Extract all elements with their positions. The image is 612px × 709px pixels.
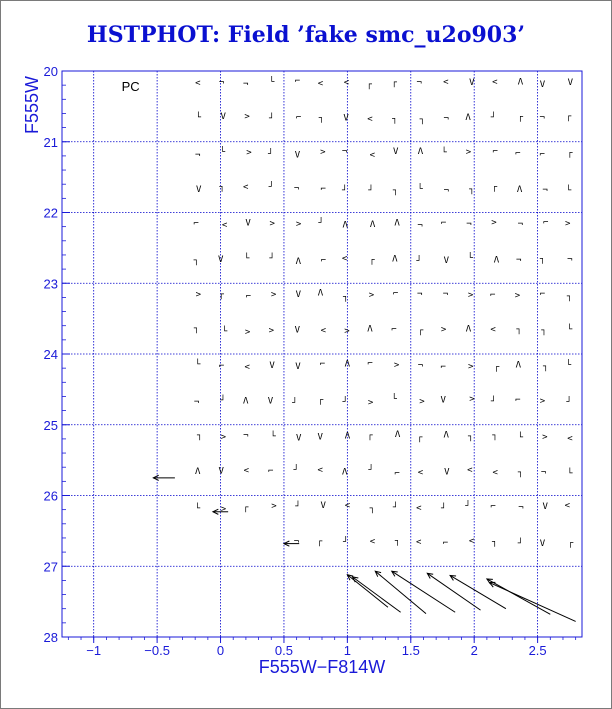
residual-glyph: ¬ (416, 289, 423, 300)
residual-glyph: ⌐ (320, 256, 327, 267)
residual-glyph: Λ (243, 396, 249, 407)
residual-glyph: > (542, 432, 548, 443)
residual-glyph: ┘ (490, 396, 497, 407)
residual-glyph: └ (270, 432, 276, 443)
y-tick-label: 24 (43, 347, 58, 362)
y-tick-label: 23 (43, 276, 58, 292)
residual-glyph: Λ (369, 220, 376, 231)
residual-glyph: └ (269, 77, 275, 88)
x-tick-label: 1.5 (401, 643, 420, 658)
residual-glyph: > (244, 111, 250, 122)
y-tick-label: 22 (43, 205, 58, 221)
residual-glyph: └ (195, 113, 202, 124)
residual-glyph: ⌐ (391, 324, 397, 335)
residual-glyph: > (244, 327, 251, 338)
residual-glyph: ┐ (342, 292, 349, 303)
residual-glyph: > (368, 290, 375, 301)
residual-glyph: V (539, 538, 546, 549)
residual-glyph: ⌐ (367, 359, 373, 370)
residual-glyph: ┘ (368, 185, 374, 196)
residual-glyph: ⌐ (440, 218, 447, 229)
y-tick-label: 28 (43, 630, 58, 645)
residual-glyph: ┘ (342, 185, 348, 196)
residual-glyph: V (320, 501, 326, 512)
residual-glyph: V (294, 325, 301, 336)
residual-glyph: ┌ (417, 325, 424, 336)
residual-glyph: < (320, 326, 327, 337)
residual-glyph: > (440, 325, 447, 336)
residual-glyph: Λ (394, 429, 401, 440)
residual-glyph: ┐ (516, 325, 522, 336)
residual-glyph: ┌ (491, 182, 498, 193)
residual-glyph: ┘ (292, 398, 298, 409)
residual-glyph: ⌐ (543, 218, 549, 229)
residual-glyph: ¬ (417, 221, 423, 232)
residual-glyph: ┐ (539, 254, 546, 265)
residual-glyph: ┘ (441, 503, 447, 514)
figure-border (1, 1, 612, 709)
residual-glyph: ┘ (342, 537, 349, 548)
residual-glyph: ¬ (567, 255, 573, 266)
residual-glyph: > (367, 397, 374, 408)
residual-glyph: ¬ (194, 150, 201, 161)
residual-glyph: ┘ (465, 501, 471, 512)
residual-glyph: < (367, 114, 373, 125)
residual-glyph: < (317, 465, 323, 476)
residual-glyph: ⌐ (193, 219, 199, 230)
residual-glyph: ┘ (342, 397, 348, 408)
residual-glyph: > (514, 290, 521, 301)
residual-glyph: > (320, 147, 326, 158)
residual-glyph: ┐ (196, 431, 203, 442)
residual-glyph: V (343, 113, 349, 124)
residual-glyph: ¬ (540, 467, 547, 478)
residual-glyph: ⌐ (440, 362, 446, 373)
residual-glyph: ┌ (367, 431, 373, 442)
residual-glyph: < (244, 362, 250, 373)
residual-glyph: V (295, 289, 302, 300)
residual-glyph: ┘ (517, 539, 524, 550)
residual-glyph: > (271, 501, 277, 512)
residual-glyph: Λ (465, 324, 472, 335)
residual-glyph: V (295, 361, 301, 372)
error-vector (489, 583, 575, 622)
y-tick-label: 27 (43, 559, 58, 575)
residual-glyph: V (220, 112, 226, 123)
panel-label-pc: PC (121, 78, 140, 94)
residual-glyph: < (369, 536, 376, 547)
residual-glyph: > (469, 394, 475, 405)
residual-glyph: > (220, 504, 227, 515)
residual-glyph: ⌐ (489, 290, 496, 301)
residual-glyph: ⌐ (319, 359, 326, 370)
residual-glyph: < (416, 537, 422, 548)
residual-glyph: < (195, 78, 201, 89)
residual-glyph: ⌐ (218, 361, 225, 372)
residual-glyph: ⌐ (492, 147, 498, 158)
residual-glyph: ⌐ (539, 289, 546, 300)
residual-glyph: < (416, 503, 422, 514)
residual-glyphs (193, 75, 574, 549)
residual-glyph: > (419, 397, 425, 408)
x-axis-title: F555W−F814W (258, 657, 386, 677)
x-tick-label: 2 (470, 643, 478, 658)
residual-glyph: < (564, 501, 571, 512)
residual-glyph: └ (221, 327, 228, 338)
error-vector (450, 575, 506, 608)
y-tick-label: 26 (43, 488, 58, 504)
residual-glyph: ┌ (493, 362, 500, 373)
residual-glyph: ¬ (293, 183, 300, 194)
residual-glyph: V (196, 184, 202, 195)
residual-glyph: ┐ (517, 468, 524, 479)
residual-glyph: ┘ (269, 114, 275, 125)
residual-glyph: Λ (344, 359, 351, 370)
residual-glyph: Λ (392, 254, 398, 265)
residual-glyph: V (317, 432, 323, 443)
residual-glyph: Λ (493, 255, 500, 266)
residual-glyph: V (440, 395, 446, 406)
residual-glyph: ┐ (318, 113, 325, 124)
residual-glyph: ¬ (466, 219, 472, 230)
residual-glyph: ┘ (416, 256, 422, 267)
residual-glyph: > (467, 290, 474, 301)
residual-glyph: > (393, 360, 400, 371)
residual-glyph: ¬ (416, 77, 422, 88)
residual-glyph: └ (244, 253, 250, 264)
residual-glyph: > (270, 290, 277, 301)
residual-glyph: ┐ (394, 536, 401, 547)
y-tick-label: 20 (43, 64, 58, 79)
residual-glyph: Λ (394, 218, 400, 229)
residual-glyph: ┘ (293, 465, 299, 476)
error-vector (487, 579, 550, 614)
residual-glyph: ┐ (419, 115, 426, 126)
residual-glyph: < (369, 150, 376, 161)
residual-glyph: > (539, 396, 546, 407)
residual-glyph: > (465, 147, 472, 158)
residual-glyph: └ (195, 360, 201, 371)
error-vector (392, 571, 455, 612)
residual-glyph: ⌐ (515, 148, 521, 159)
residual-glyph: └ (565, 360, 572, 371)
residual-glyph: Λ (195, 467, 201, 478)
y-tick-label: 25 (43, 417, 58, 433)
residual-glyph: ⌐ (295, 112, 302, 123)
residual-glyph: ¬ (242, 79, 249, 90)
error-vector-head (392, 571, 398, 576)
residual-glyph: < (243, 465, 250, 476)
residual-glyph: V (267, 396, 274, 407)
error-vector (352, 577, 400, 612)
residual-glyph: < (417, 467, 424, 478)
residual-glyph: ┐ (392, 114, 398, 125)
residual-glyph: ⌐ (268, 466, 274, 477)
residual-glyph: V (269, 360, 275, 371)
residual-glyph: < (221, 220, 228, 231)
residual-glyph: > (246, 147, 252, 158)
residual-glyph: < (317, 78, 324, 89)
residual-glyph: ┌ (218, 289, 224, 300)
residual-glyph: < (468, 536, 475, 547)
residual-glyph: V (218, 466, 224, 477)
residual-glyph: Λ (515, 360, 522, 371)
residual-glyph: ⌐ (392, 289, 399, 300)
residual-glyph: > (269, 218, 275, 229)
residual-glyph: Λ (317, 288, 324, 299)
residual-glyph: ¬ (443, 114, 449, 125)
residual-glyph: < (344, 501, 351, 512)
residual-glyph: Λ (516, 184, 523, 195)
residual-glyph: V (218, 255, 224, 266)
residual-glyph: ¬ (516, 255, 522, 266)
residual-glyph: > (195, 289, 202, 300)
residual-glyph: > (295, 219, 302, 230)
residual-glyph: > (220, 432, 226, 443)
residual-glyph: ¬ (539, 112, 545, 123)
residual-glyph: ┌ (369, 255, 375, 266)
residual-glyph: > (468, 362, 474, 373)
residual-glyph: ¬ (243, 431, 249, 442)
residual-glyph: ┘ (269, 253, 275, 264)
residual-glyph: ┌ (517, 112, 524, 123)
residual-glyph: ⌐ (442, 538, 449, 549)
residual-glyph: └ (567, 468, 573, 479)
residual-glyph: ¬ (293, 537, 300, 548)
residual-glyph: ┘ (318, 218, 324, 229)
residual-glyph: ¬ (341, 146, 348, 157)
residual-glyph: ┐ (219, 182, 225, 193)
residual-glyph: Λ (344, 431, 351, 442)
residual-glyph: ┐ (193, 323, 200, 334)
y-tick-label: 21 (43, 134, 58, 150)
residual-glyph: ┘ (392, 502, 399, 513)
residual-glyph: ┐ (492, 431, 498, 442)
residual-glyph: Λ (443, 430, 449, 441)
residual-glyph: └ (517, 433, 524, 444)
residual-glyph: V (245, 218, 251, 229)
residual-glyph: ¬ (218, 77, 225, 88)
residual-glyph: ┌ (565, 111, 572, 122)
error-vector (375, 571, 426, 613)
residual-glyph: Λ (341, 467, 348, 478)
residual-glyph: ┌ (316, 536, 323, 547)
residual-glyph: ┐ (469, 184, 475, 195)
residual-glyph: ┘ (267, 149, 274, 160)
residual-glyph: ⌐ (294, 76, 301, 87)
residual-glyph: ┌ (366, 79, 372, 90)
residual-glyph: ┌ (317, 395, 324, 406)
residual-glyph: Λ (417, 147, 424, 158)
residual-glyph: V (469, 77, 475, 88)
residual-glyph: V (444, 467, 450, 478)
x-tick-label: 0 (216, 643, 225, 658)
residual-glyph: ┌ (391, 77, 397, 88)
residual-glyph: < (492, 467, 498, 478)
residual-glyph: ¬ (443, 185, 450, 196)
residual-glyph: Λ (342, 220, 348, 231)
residual-glyph: └ (467, 253, 473, 264)
residual-glyph: ¬ (518, 502, 524, 513)
residual-glyph: Λ (517, 77, 524, 88)
residual-glyph: ¬ (542, 185, 548, 196)
residual-glyph: ¬ (442, 289, 449, 300)
x-tick-label: 2.5 (528, 643, 547, 658)
residual-glyph: └ (194, 504, 201, 515)
residual-glyph: V (539, 79, 546, 90)
residual-glyph: < (492, 77, 498, 88)
residual-glyph: ⌐ (515, 395, 521, 406)
residual-glyph: └ (417, 184, 423, 195)
residual-glyph: Λ (465, 112, 471, 123)
residual-glyph: ¬ (417, 360, 424, 371)
residual-glyph: ┐ (566, 292, 573, 303)
x-tick-label: −0.5 (144, 643, 170, 658)
residual-glyph: ┌ (567, 148, 573, 159)
residual-glyph: V (443, 255, 450, 266)
residual-glyph: > (344, 326, 350, 337)
residual-glyph: ┐ (468, 432, 474, 443)
residual-glyph: ┐ (392, 186, 399, 197)
error-vector (427, 573, 480, 610)
residual-glyph: ┐ (491, 537, 498, 548)
residual-glyph: < (567, 433, 573, 444)
residual-glyph: └ (565, 185, 572, 196)
residual-glyph: Λ (367, 324, 373, 335)
residual-glyph: < (242, 182, 249, 193)
residual-glyph: ┌ (567, 538, 574, 549)
residual-glyph: V (294, 150, 301, 161)
residual-glyph: ┐ (543, 361, 549, 372)
error-vector (347, 575, 388, 608)
residual-glyph: ⌐ (320, 184, 326, 195)
residual-glyph: ⌐ (394, 469, 400, 480)
residual-glyph: < (443, 77, 449, 88)
x-tick-label: 1 (343, 643, 351, 658)
residual-glyph: ¬ (193, 397, 200, 408)
residual-glyph: ┘ (220, 395, 226, 406)
residual-glyph: Λ (295, 256, 302, 267)
residual-glyph: V (393, 147, 399, 158)
residual-glyph: V (567, 78, 574, 89)
residual-glyph: ┘ (368, 465, 374, 476)
residual-glyph: ┐ (193, 255, 200, 266)
residual-glyph: ┌ (417, 433, 423, 444)
residual-glyph: ⌐ (490, 501, 496, 512)
residual-glyph: < (490, 325, 496, 336)
error-vectors (153, 475, 575, 621)
residual-glyph: ¬ (517, 219, 524, 230)
residual-glyph: ⌐ (245, 292, 252, 303)
residual-glyph: └ (441, 148, 447, 159)
residual-glyph: < (467, 465, 473, 476)
residual-glyph: └ (219, 147, 226, 158)
residual-glyph: ┘ (295, 501, 301, 512)
chart-title: HSTPHOT: Field ’fake smc_u2o903’ (86, 22, 526, 48)
y-axis-title: F555W (22, 75, 42, 135)
residual-glyph: ┘ (268, 182, 275, 193)
residual-glyph: ┘ (566, 397, 572, 408)
residual-glyph: ┐ (541, 325, 547, 336)
residual-glyph: └ (566, 325, 573, 336)
residual-glyph: < (343, 78, 350, 89)
residual-glyph: > (491, 217, 497, 228)
residual-glyph: > (268, 326, 275, 337)
residual-glyph: V (542, 502, 548, 513)
x-tick-label: 0.5 (274, 643, 293, 658)
residual-glyph: < (341, 253, 348, 264)
residual-glyph: ⌐ (539, 149, 545, 160)
residual-glyph: └ (391, 394, 397, 405)
residual-glyph: V (295, 433, 302, 444)
residual-glyph: ┐ (369, 503, 376, 514)
x-tick-label: −1 (86, 643, 102, 658)
residual-glyph: ┌ (243, 503, 249, 514)
residual-glyph: ┘ (490, 113, 497, 124)
residual-glyph: > (565, 219, 571, 230)
